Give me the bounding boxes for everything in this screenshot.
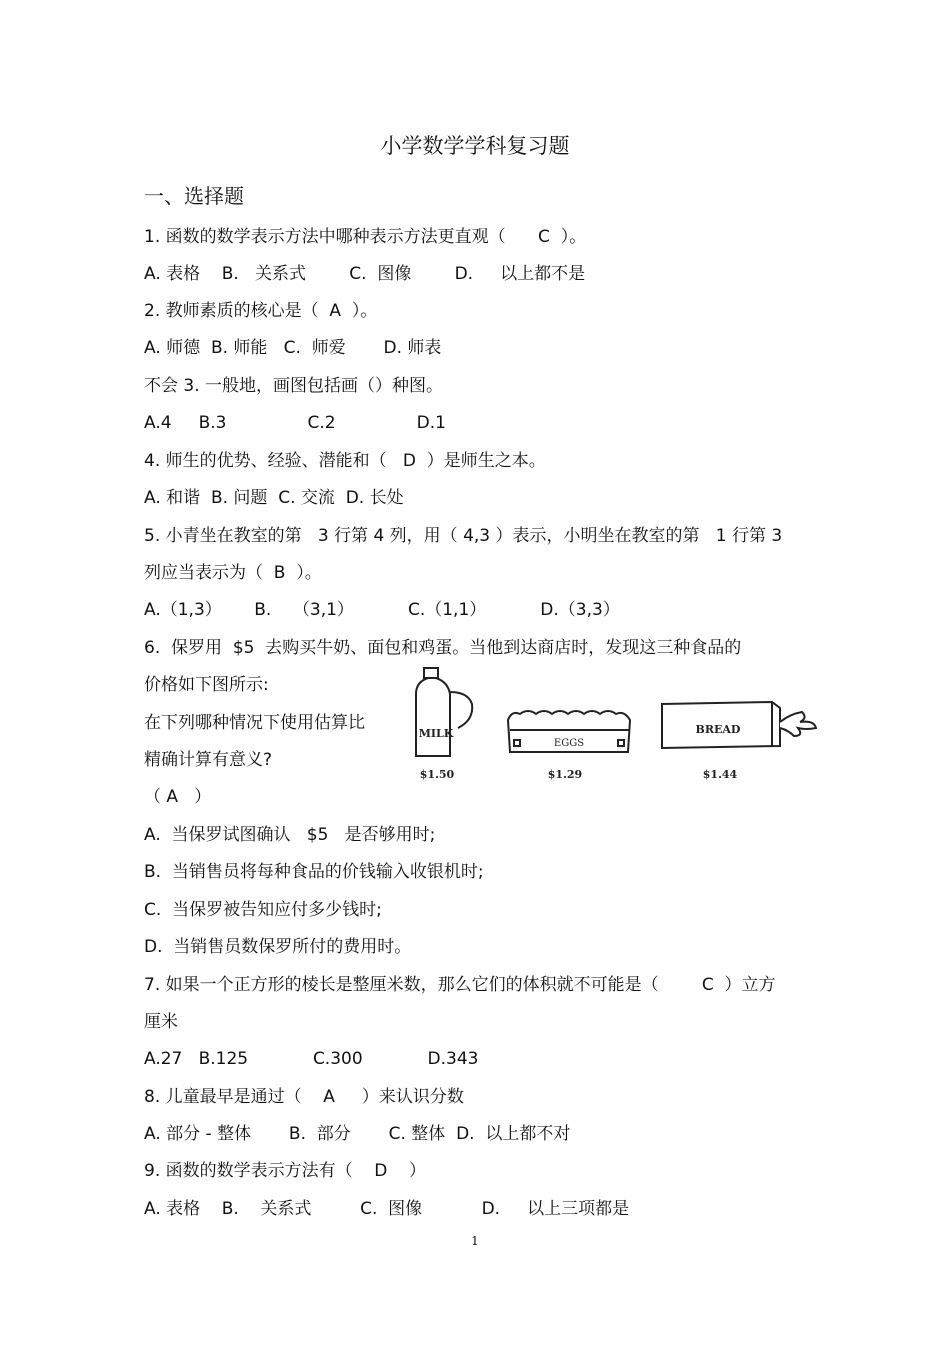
eggs-price: $1.29 <box>547 768 583 781</box>
question-line: 在下列哪种情况下使用估算比 <box>144 713 365 733</box>
eggs-label: EGGS <box>553 738 585 749</box>
question-line: 厘米 <box>144 1012 178 1032</box>
milk-jug-icon <box>416 668 472 756</box>
question-line: 7. 如果一个正方形的棱长是整厘米数，那么它们的体积就不可能是（ C ）立方 <box>144 975 776 995</box>
question-line: A.27 B.125 C.300 D.343 <box>144 1049 479 1069</box>
question-line: 列应当表示为（ B ）。 <box>144 563 322 583</box>
question-line: 6. 保罗用 $5 去购买牛奶、面包和鸡蛋。当他到达商店时，发现这三种食品的 <box>144 638 742 658</box>
question-line: A. 当保罗试图确认 $5 是否够用时; <box>144 825 436 845</box>
bread-price: $1.44 <box>702 768 738 781</box>
question-line: A. 表格 B. 关系式 C. 图像 D. 以上都不是 <box>144 264 586 284</box>
question-line: A. 部分 - 整体 B. 部分 C. 整体 D. 以上都不对 <box>144 1124 571 1144</box>
question-line: A. 和谐 B. 问题 C. 交流 D. 长处 <box>144 488 404 508</box>
question-line: A.（1,3） B. （3,1） C.（1,1） D.（3,3） <box>144 600 620 620</box>
grocery-price-figure <box>410 664 830 789</box>
question-line: （ A ） <box>144 787 212 807</box>
question-line: 价格如下图所示: <box>144 675 269 695</box>
page-number: 1 <box>471 1234 479 1248</box>
question-line: 不会 3. 一般地，画图包括画（）种图。 <box>144 376 444 396</box>
page-title: 小学数学学科复习题 <box>380 134 570 158</box>
question-line: 4. 师生的优势、经验、潜能和（ D ）是师生之本。 <box>144 451 546 471</box>
question-line: A. 表格 B. 关系式 C. 图像 D. 以上三项都是 <box>144 1199 630 1219</box>
question-line: 8. 儿童最早是通过（ A ）来认识分数 <box>144 1087 464 1107</box>
bread-label: BREAD <box>695 723 741 736</box>
question-line: 5. 小青坐在教室的第 3 行第 4 列，用（ 4,3 ）表示，小明坐在教室的第 1 行第 3 <box>144 526 783 546</box>
question-line: 2. 教师素质的核心是（ A ）。 <box>144 301 378 321</box>
question-line: 9. 函数的数学表示方法有（ D ） <box>144 1161 426 1181</box>
milk-label: MILK <box>418 727 454 740</box>
question-line: 精确计算有意义? <box>144 750 273 770</box>
question-line: B. 当销售员将每种食品的价钱输入收银机时; <box>144 862 484 882</box>
section-heading: 一、选择题 <box>144 184 244 208</box>
question-line: D. 当销售员数保罗所付的费用时。 <box>144 937 412 957</box>
question-line: A. 师德 B. 师能 C. 师爱 D. 师表 <box>144 338 442 358</box>
question-line: 1. 函数的数学表示方法中哪种表示方法更直观（ C ）。 <box>144 227 587 247</box>
milk-price: $1.50 <box>419 768 455 781</box>
question-line: C. 当保罗被告知应付多少钱时; <box>144 900 382 920</box>
question-line: A.4 B.3 C.2 D.1 <box>144 413 446 433</box>
